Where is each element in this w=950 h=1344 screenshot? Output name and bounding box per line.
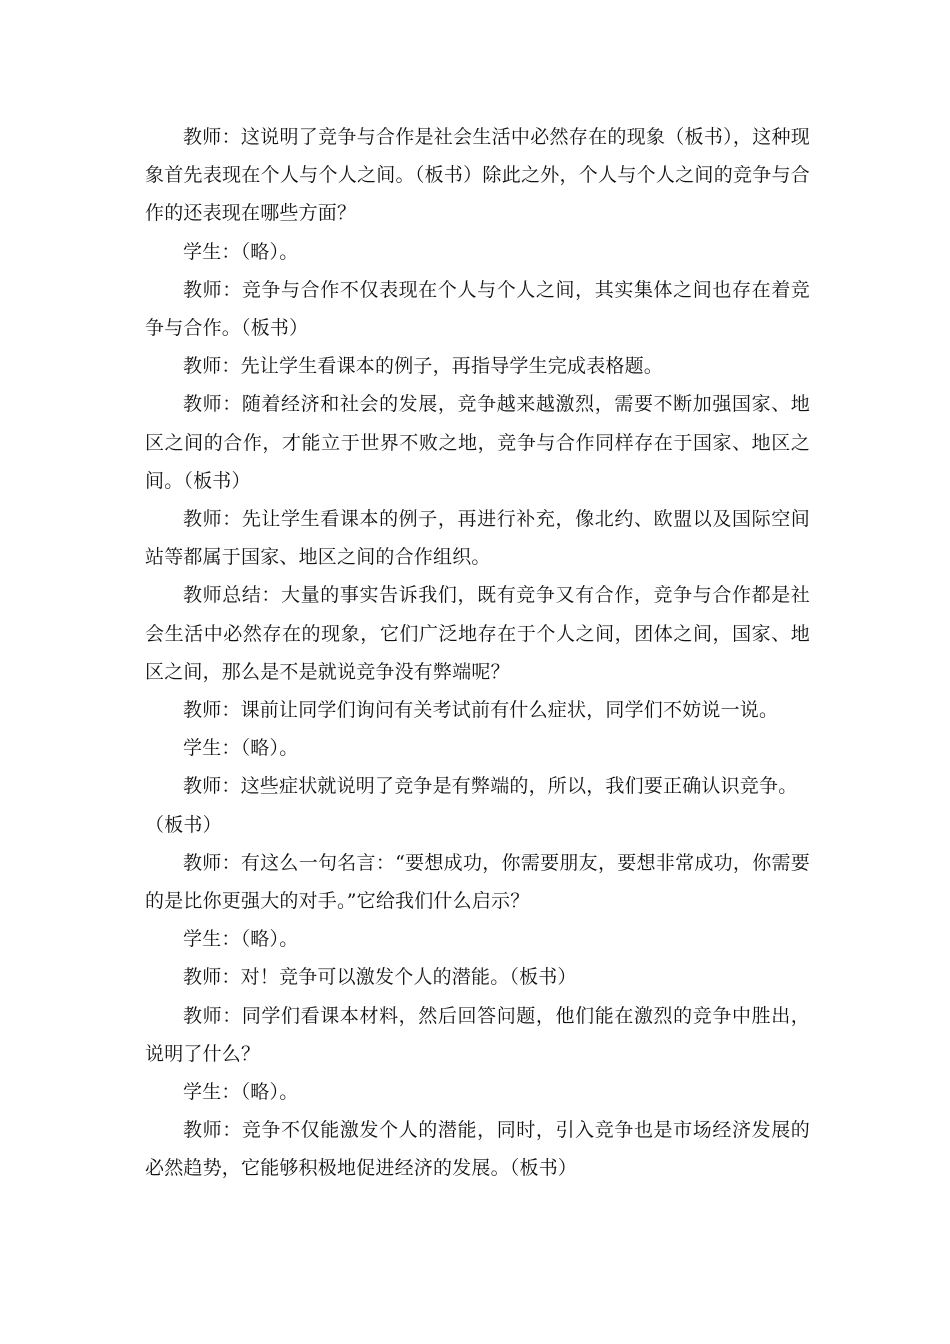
paragraph-board-note: （板书） — [145, 813, 222, 836]
paragraph-student-omitted: 学生：（略）。 — [183, 928, 299, 951]
paragraph-teacher-nations-regions: 教师：随着经济和社会的发展，竞争越来越激烈，需要不断加强国家、地区之间的合作，才能立于世界不败之地，竞争与合作同样存在于国家、地区之间。（板书） — [145, 393, 810, 492]
paragraph-teacher-drawbacks: 教师：这些症状就说明了竞争是有弊端的，所以，我们要正确认识竞争。 — [183, 775, 798, 798]
paragraph-teacher-potential: 教师：对！竞争可以激发个人的潜能。（板书） — [183, 966, 577, 989]
paragraph-teacher-market-economy: 教师：竞争不仅能激发个人的潜能，同时，引入竞争也是市场经济发展的必然趋势，它能够积极地促进经济的发展。（板书） — [145, 1119, 810, 1180]
paragraph-student-omitted: 学生：（略）。 — [183, 1081, 299, 1104]
paragraph-teacher-textbook-table: 教师：先让学生看课本的例子，再指导学生完成表格题。 — [183, 355, 664, 378]
paragraph-teacher-materials-question: 教师：同学们看课本材料，然后回答问题，他们能在激烈的竞争中胜出，说明了什么？ — [145, 1004, 810, 1065]
paragraph-teacher-exam-symptoms: 教师：课前让同学们询问有关考试前有什么症状，同学们不妨说一说。 — [183, 699, 779, 722]
paragraph-teacher-organizations: 教师：先让学生看课本的例子，再进行补充，像北约、欧盟以及国际空间站等都属于国家、地区之间的合作组织。 — [145, 508, 810, 569]
paragraph-teacher-collective: 教师：竞争与合作不仅表现在个人与个人之间，其实集体之间也存在着竞争与合作。（板书） — [145, 278, 810, 340]
paragraph-teacher-summary: 教师总结：大量的事实告诉我们，既有竞争又有合作，竞争与合作都是社会生活中必然存在的现象，它们广泛地存在于个人之间，团体之间，国家、地区之间，那么是不是就说竞争没有弊端呢？ — [145, 584, 810, 683]
document-body — [145, 118, 810, 1188]
paragraph-student-omitted: 学生：（略）。 — [183, 240, 299, 263]
paragraph-teacher-competition-cooperation: 教师：这说明了竞争与合作是社会生活中必然存在的现象（板书），这种现象首先表现在个人与个人之间。（板书）除此之外，个人与个人之间的竞争与合作的还表现在哪些方面？ — [145, 126, 810, 225]
paragraph-student-omitted: 学生：（略）。 — [183, 737, 299, 760]
paragraph-teacher-quote: 教师：有这么一句名言：“要想成功，你需要朋友，要想非常成功，你需要的是比你更强大的对手。”它给我们什么启示？ — [145, 851, 810, 913]
